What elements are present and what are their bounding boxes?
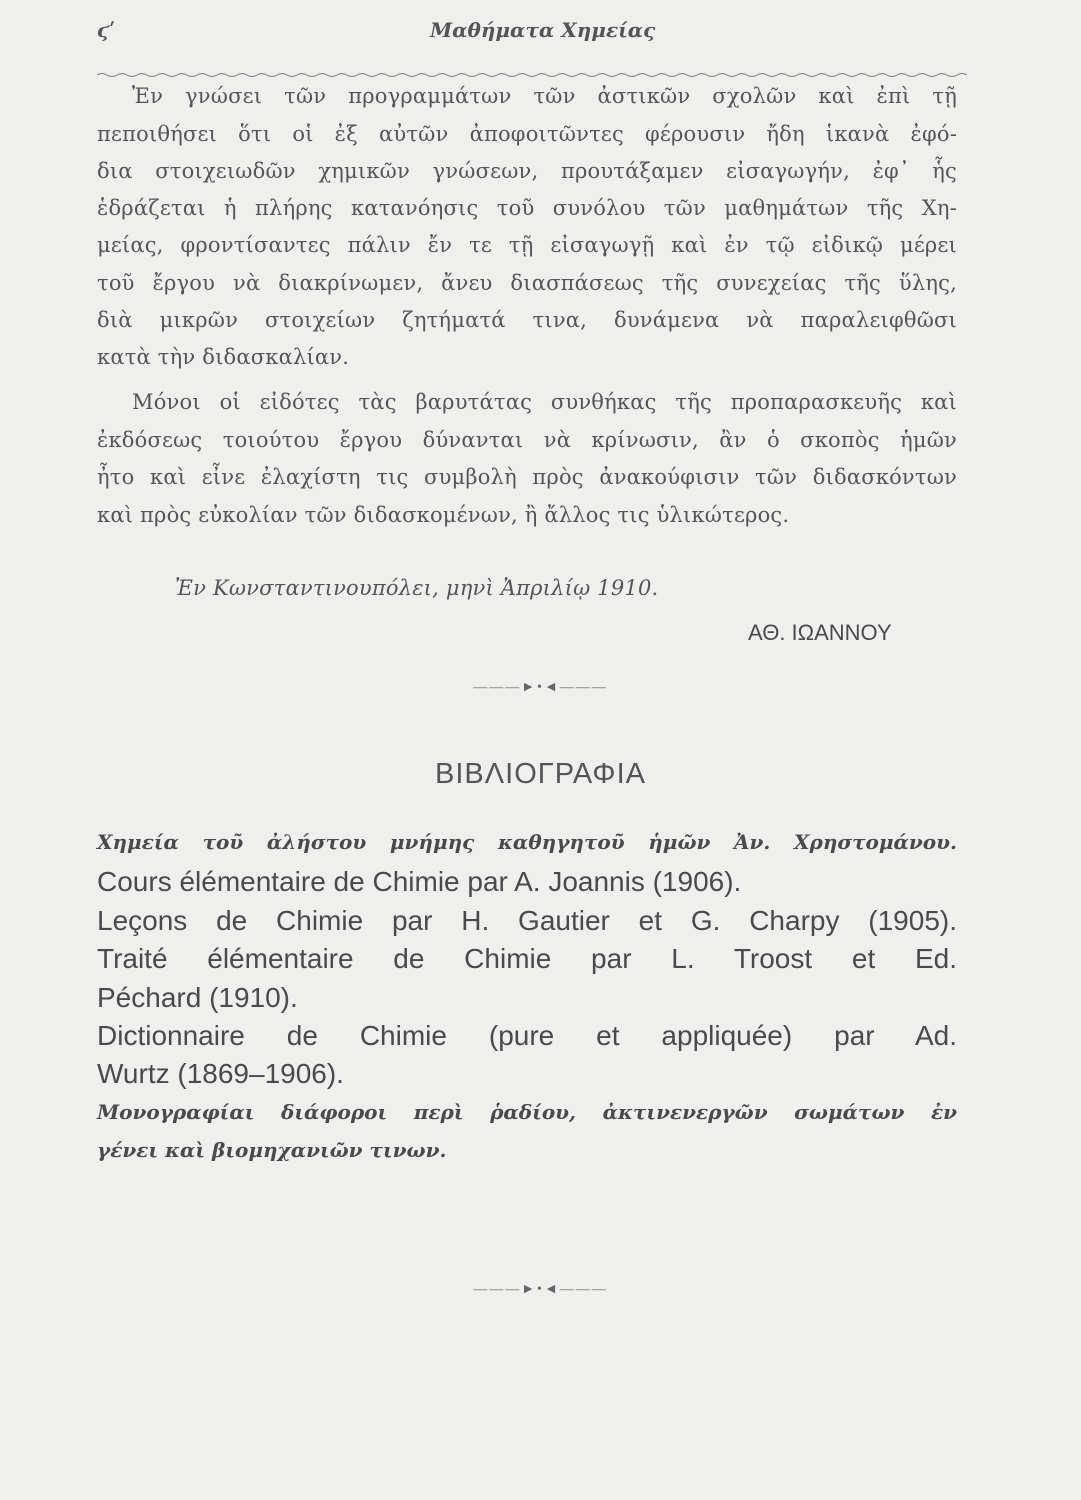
bibliography-entry: γένει καὶ βιομηχανιῶν τινων. xyxy=(97,1138,447,1162)
bibliography-entry: Cours élémentaire de Chimie par A. Joannis (1906). xyxy=(97,866,742,897)
bibliography-title: ΒΙΒΛΙΟΓΡΑΦΙΑ xyxy=(435,758,646,790)
bibliography-entry: Wurtz (1869–1906). xyxy=(97,1058,344,1089)
ornament-divider: ———►•◄——— xyxy=(473,680,608,695)
preface-line: δια στοιχειωδῶν χημικῶν γνώσεων, προυτάξαμεν εἰσαγωγήν, ἐφ᾽ ἧς xyxy=(97,159,957,183)
bibliography-entry: Χημεία τοῦ ἀλήστου μνήμης καθηγητοῦ ἡμῶν Ἀν. Χρηστομάνου. xyxy=(97,830,957,854)
page-number: ϛʹ xyxy=(97,18,116,42)
preface-line: κατὰ τὴν διδασκαλίαν. xyxy=(97,345,350,369)
ornament-divider-bottom: ———►•◄——— xyxy=(473,1282,608,1297)
preface-line: ἑδράζεται ἡ πλήρης κατανόησις τοῦ συνόλου τῶν μαθημάτων τῆς Χη- xyxy=(97,196,957,220)
preface-line: ἐκδόσεως τοιούτου ἔργου δύνανται νὰ κρίνωσιν, ἂν ὁ σκοπὸς ἡμῶν xyxy=(97,428,957,452)
preface-line: Μόνοι οἱ εἰδότες τὰς βαρυτάτας συνθήκας τῆς προπαρασκευῆς καὶ xyxy=(132,390,957,414)
bibliography-entry: Μονογραφίαι διάφοροι περὶ ῥαδίου, ἀκτινενεργῶν σωμάτων ἐν xyxy=(97,1100,957,1124)
preface-line: μείας, φροντίσαντες πάλιν ἔν τε τῇ εἰσαγωγῇ καὶ ἐν τῷ εἰδικῷ μέρει xyxy=(97,233,957,257)
preface-line: διὰ μικρῶν στοιχείων ζητήματά τινα, δυνάμενα νὰ παραλειφθῶσι xyxy=(97,308,957,332)
bibliography-entry: Dictionnaire de Chimie (pure et appliquée) par Ad. xyxy=(97,1020,957,1051)
signature: ΑΘ. ΙΩΑΝΝΟΥ xyxy=(748,620,892,645)
bibliography-entry: Leçons de Chimie par H. Gautier et G. Charpy (1905). xyxy=(97,905,957,936)
preface-line: πεποιθήσει ὅτι οἱ ἐξ αὐτῶν ἀποφοιτῶντες φέρουσιν ἤδη ἱκανὰ ἐφό- xyxy=(97,122,957,146)
preface-line: καὶ πρὸς εὐκολίαν τῶν διδασκομένων, ἢ ἄλλος τις ὑλικώτερος. xyxy=(97,503,790,527)
bibliography-entry: Traité élémentaire de Chimie par L. Troost et Ed. xyxy=(97,943,957,974)
preface-line: τοῦ ἔργου νὰ διακρίνωμεν, ἄνευ διασπάσεως τῆς συνεχείας τῆς ὕλης, xyxy=(97,271,957,295)
bibliography-entry: Péchard (1910). xyxy=(97,982,298,1013)
preface-line: ἦτο καὶ εἶνε ἐλαχίστη τις συμβολὴ πρὸς ἀνακούφισιν τῶν διδασκόντων xyxy=(97,465,957,489)
place-date: Ἐν Κωνσταντινουπόλει, μηνὶ Ἀπριλίῳ 1910. xyxy=(175,576,659,600)
wavy-header-rule xyxy=(97,72,972,78)
running-title: Μαθήματα Χημείας xyxy=(430,18,656,42)
preface-line: Ἐν γνώσει τῶν προγραμμάτων τῶν ἀστικῶν σχολῶν καὶ ἐπὶ τῇ xyxy=(132,84,957,108)
